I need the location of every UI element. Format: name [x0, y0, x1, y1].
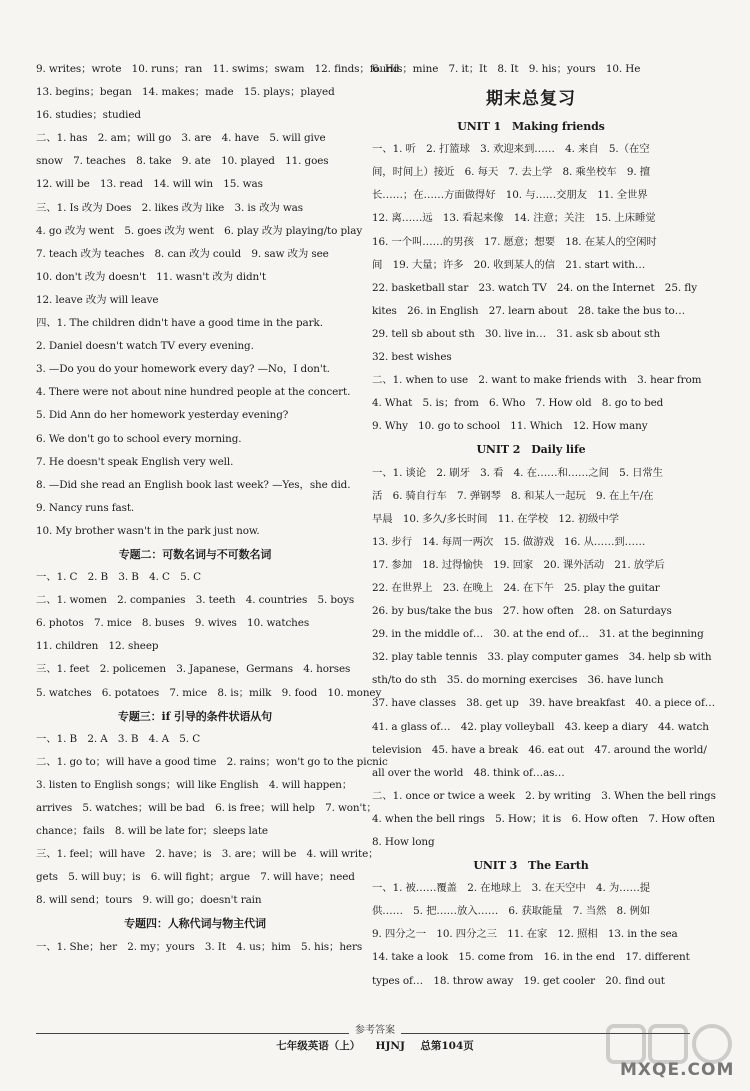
answer-line: 12. will be 13. read 14. will win 15. was [36, 178, 263, 191]
answer-line: 长……；在……方面做得好 10. 与……交朋友 11. 全世界 [372, 189, 648, 202]
answer-line: 26. by bus/take the bus 27. how often 28. on Saturdays [372, 605, 672, 618]
answer-line: 5. watches 6. potatoes 7. mice 8. is；milk 9. food 10. money [36, 686, 382, 699]
answer-line: 二、1. go to；will have a good time 2. rains；won't go to the picnic [36, 755, 388, 768]
answer-line: 二、1. women 2. companies 3. teeth 4. countries 5. boys [36, 594, 355, 607]
answer-line: gets 5. will buy；is 6. will fight；argue 7. will have；need [36, 871, 355, 884]
answer-line: 9. Why 10. go to school 11. Which 12. How many [372, 420, 648, 433]
answer-line: 3. listen to English songs；will like English 4. will happen； [36, 778, 353, 791]
section-heading: UNIT 2 Daily life [476, 443, 586, 457]
answer-line: 14. take a look 15. come from 16. in the end 17. different [372, 951, 690, 964]
answer-line: 4. There were not about nine hundred people at the concert. [36, 386, 351, 399]
answer-line: 10. don't 改为 doesn't 11. wasn't 改为 didn't [36, 270, 266, 283]
answer-line: 6. We don't go to school every morning. [36, 432, 242, 445]
answer-line: 7. He doesn't speak English very well. [36, 455, 234, 468]
answer-line: 4. What 5. is；from 6. Who 7. How old 8. go to bed [372, 397, 664, 410]
answer-line: 早晨 10. 多久/多长时间 11. 在学校 12. 初级中学 [372, 512, 619, 525]
answer-line: all over the world 48. think of…as… [372, 766, 565, 779]
footer-title: 参考答案 [0, 1021, 750, 1036]
answer-line: 供…… 5. 把……放入…… 6. 获取能量 7. 当然 8. 例如 [372, 905, 651, 918]
section-heading: UNIT 3 The Earth [473, 859, 589, 873]
answer-line: 4. go 改为 went 5. goes 改为 went 6. play 改为 playing/to play [36, 224, 363, 237]
answer-line: 二、1. when to use 2. want to make friends with 3. hear from [372, 374, 702, 387]
answer-line: 3. —Do you do your homework every day? —No，I don't. [36, 363, 330, 376]
answer-line: 16. 一个叫……的男孩 17. 愿意；想要 18. 在某人的空闲时 [372, 235, 657, 248]
answer-line: 间，时间上）接近 6. 每天 7. 去上学 8. 乘坐校车 9. 擅 [372, 166, 651, 179]
answer-line: 8. How long [372, 836, 435, 848]
answer-line: 22. basketball star 23. watch TV 24. on the Internet 25. fly [372, 281, 697, 294]
answer-line: 9. Nancy runs fast. [36, 501, 135, 514]
section-title: 期末总复习 [486, 89, 576, 110]
answer-line: 8. —Did she read an English book last week? —Yes，she did. [36, 478, 351, 491]
section-heading: 专题二：可数名词与不可数名词 [118, 547, 272, 561]
answer-line: 22. 在世界上 23. 在晚上 24. 在下午 25. play the guitar [372, 581, 660, 594]
answer-line: 二、1. has 2. am；will go 3. are 4. have 5. will give [36, 132, 326, 145]
answer-line: chance；fails 8. will be late for；sleeps late [36, 825, 268, 838]
right-column [372, 58, 716, 993]
answer-line: television 45. have a break 46. eat out 47. around the world/ [372, 743, 707, 756]
answer-line: 9. writes；wrote 10. runs；ran 11. swims；swam 12. finds；found [36, 63, 400, 75]
answer-line: 6. His；mine 7. it；It 8. It 9. his；yours 10. He [372, 63, 641, 75]
answer-line: 三、1. feet 2. policemen 3. Japanese，Germans 4. horses [36, 663, 351, 676]
section-heading: UNIT 1 Making friends [457, 120, 605, 134]
answer-line: 10. My brother wasn't in the park just now. [36, 524, 260, 537]
answer-line: arrives 5. watches；will be bad 6. is free；will help 7. won't； [36, 802, 377, 814]
footer-code: HJNJ [375, 1040, 406, 1052]
answer-line: 13. begins；began 14. makes；made 15. plays；played [36, 86, 335, 99]
footer-page: 总第104页 [420, 1040, 474, 1052]
answer-line: 5. Did Ann do her homework yesterday evening? [36, 409, 289, 422]
answer-line: 二、1. once or twice a week 2. by writing 3. When the bell rings [372, 789, 716, 802]
answer-line: 7. teach 改为 teaches 8. can 改为 could 9. saw 改为 see [36, 247, 329, 260]
answer-line: 37. have classes 38. get up 39. have breakfast 40. a piece of… [372, 697, 715, 710]
answer-line: 29. in the middle of… 30. at the end of… 31. at the beginning [372, 628, 704, 641]
answer-line: 4. when the bell rings 5. How；it is 6. How often 7. How often [372, 812, 716, 825]
answer-line: 9. 四分之一 10. 四分之三 11. 在家 12. 照相 13. in the sea [372, 928, 678, 941]
answer-line: 活 6. 骑自行车 7. 弹钢琴 8. 和某人一起玩 9. 在上午/在 [372, 489, 654, 502]
section-heading: 专题四：人称代词与物主代词 [124, 917, 266, 931]
answer-line: 32. play table tennis 33. play computer games 34. help sb with [372, 651, 712, 664]
answer-line: types of… 18. throw away 19. get cooler 20. find out [372, 974, 665, 987]
answer-line: 三、1. Is 改为 Does 2. likes 改为 like 3. is 改为 was [36, 201, 303, 214]
answer-line: 13. 步行 14. 每周一两次 15. 做游戏 16. 从……到…… [372, 535, 646, 548]
answer-line: 一、1. 被……覆盖 2. 在地球上 3. 在天空中 4. 为……提 [372, 882, 651, 895]
answer-line: sth/to do sth 35. do morning exercises 36. have lunch [372, 674, 664, 687]
answer-line: 12. 离……远 13. 看起来像 14. 注意；关注 15. 上床睡觉 [372, 212, 656, 225]
answer-line: 12. leave 改为 will leave [36, 293, 159, 306]
answer-line: 32. best wishes [372, 351, 452, 364]
answer-line: 一、1. 谈论 2. 刷牙 3. 看 4. 在……和……之间 5. 日常生 [372, 466, 663, 479]
answer-line: 17. 参加 18. 过得愉快 19. 回家 20. 课外活动 21. 放学后 [372, 558, 665, 571]
answer-line: 一、1. B 2. A 3. B 4. A 5. C [36, 732, 201, 745]
footer-grade: 七年级英语（上） [276, 1040, 361, 1052]
answer-line: 一、1. 听 2. 打篮球 3. 欢迎来到…… 4. 来自 5.（在空 [372, 143, 650, 156]
answer-line: 2. Daniel doesn't watch TV every evening. [36, 340, 254, 353]
answer-line: 间 19. 大量；许多 20. 收到某人的信 21. start with… [372, 258, 646, 271]
answer-line: 三、1. feel；will have 2. have；is 3. are；will be 4. will write； [36, 848, 379, 861]
left-column [36, 58, 400, 959]
answer-line: 8. will send；tours 9. will go；doesn't rain [36, 894, 262, 907]
answer-line: 6. photos 7. mice 8. buses 9. wives 10. watches [36, 617, 310, 630]
answer-line: 41. a glass of… 42. play volleyball 43. keep a diary 44. watch [372, 720, 709, 733]
answer-line: 11. children 12. sheep [36, 640, 159, 653]
section-heading: 专题三：if 引导的条件状语从句 [117, 709, 273, 723]
answer-line: kites 26. in English 27. learn about 28. take the bus to… [372, 304, 685, 317]
answer-line: 四、1. The children didn't have a good time in the park. [36, 317, 323, 330]
watermark-text: MXQE.COM [620, 1060, 735, 1080]
answer-line: 一、1. She；her 2. my；yours 3. It 4. us；him 5. his；hers [36, 940, 363, 953]
answer-line: snow 7. teaches 8. take 9. ate 10. played 11. goes [36, 155, 329, 168]
answer-line: 一、1. C 2. B 3. B 4. C 5. C [36, 571, 201, 584]
answer-line: 29. tell sb about sth 30. live in… 31. ask sb about sth [372, 327, 661, 340]
answer-line: 16. studies；studied [36, 109, 141, 122]
